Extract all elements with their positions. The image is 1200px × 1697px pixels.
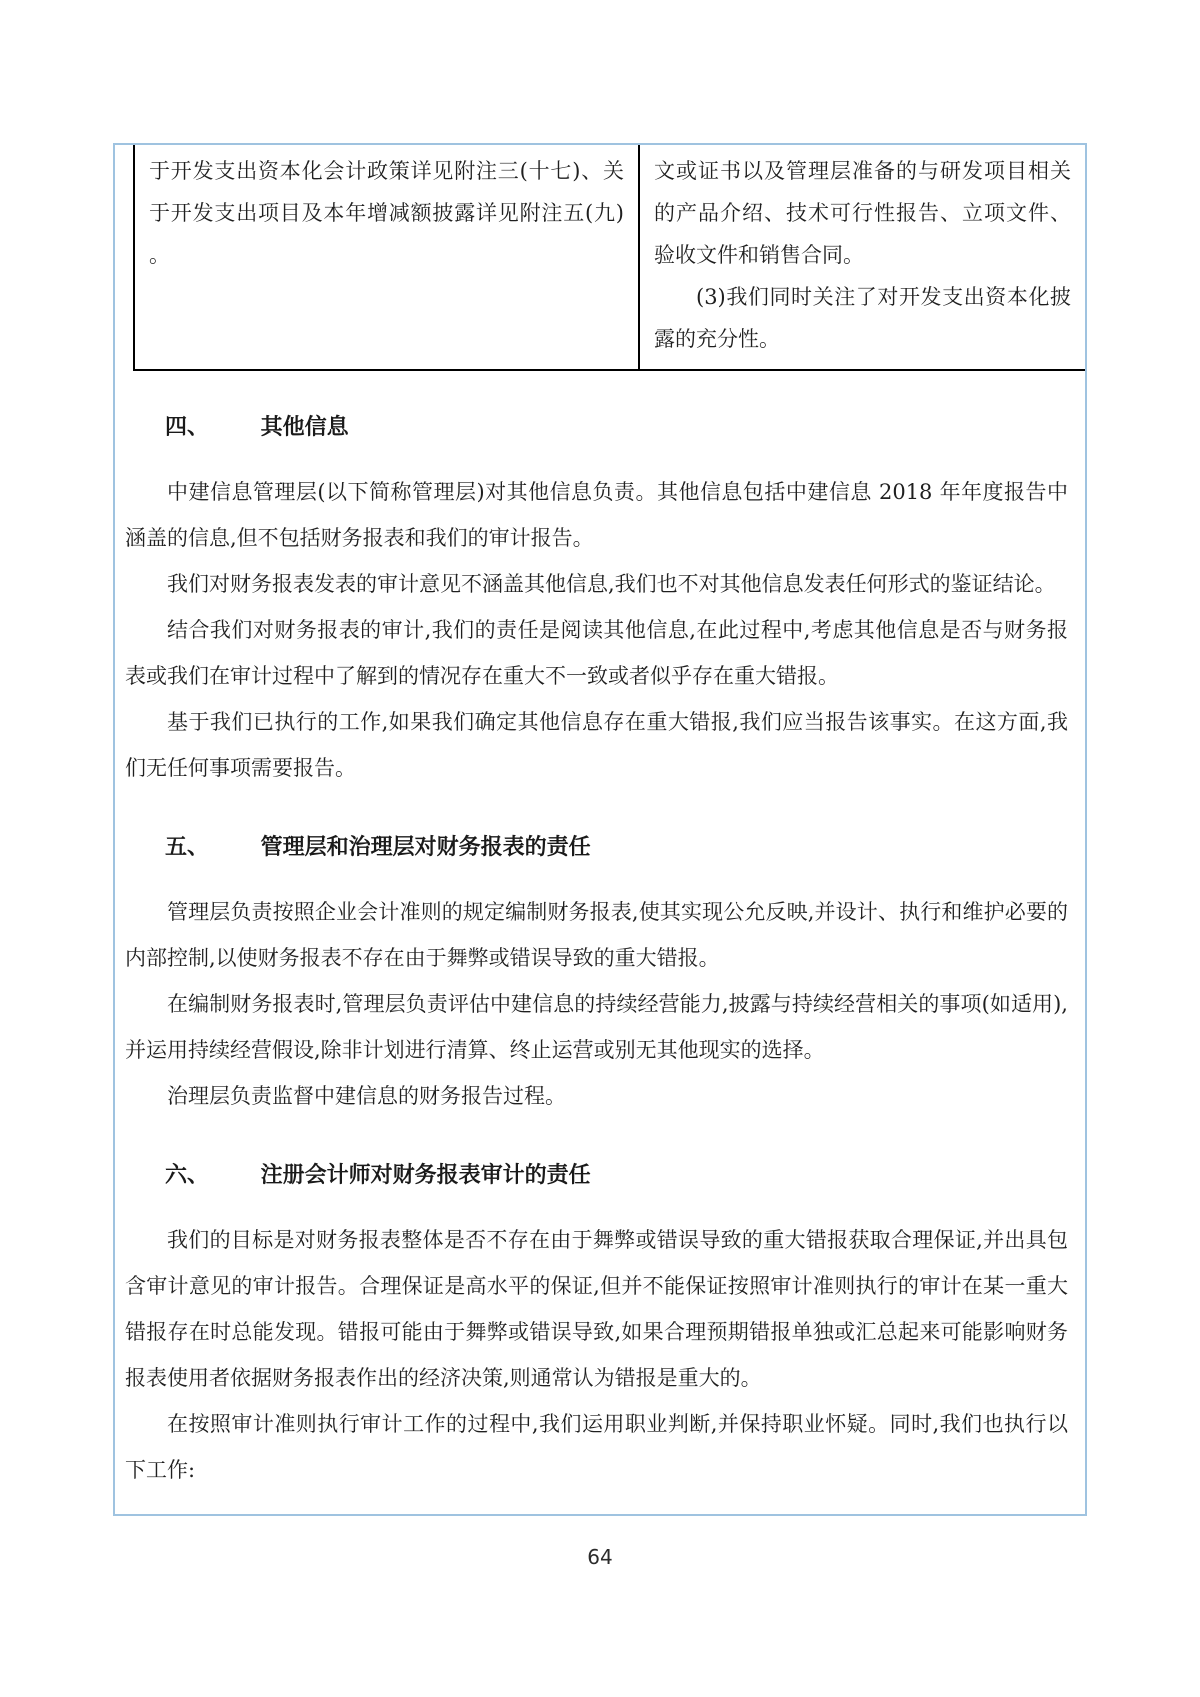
section-number: 五、	[165, 834, 210, 860]
paragraph: 治理层负责监督中建信息的财务报告过程。	[167, 1084, 566, 1108]
document-body	[115, 411, 1085, 1493]
paragraph: 在按照审计准则执行审计工作的过程中,我们运用职业判断,并保持职业怀疑。同时,我们也执行以下工作:	[125, 1412, 1068, 1482]
table-cell-matter-description	[134, 145, 639, 370]
paragraph: 管理层负责按照企业会计准则的规定编制财务报表,使其实现公允反映,并设计、执行和维护必要的内部控制,以使财务报表不存在由于舞弊或错误导致的重大错报。	[125, 900, 1068, 970]
page-number: 64	[587, 1545, 613, 1569]
paragraph: 基于我们已执行的工作,如果我们确定其他信息存在重大错报,我们应当报告该事实。在这方面,我们无任何事项需要报告。	[125, 710, 1068, 780]
section-heading	[165, 831, 1068, 863]
section-heading	[165, 411, 1068, 443]
paragraph: 在编制财务报表时,管理层负责评估中建信息的持续经营能力,披露与持续经营相关的事项(如适用),并运用持续经营假设,除非计划进行清算、终止运营或别无其他现实的选择。	[125, 992, 1068, 1062]
paragraph: 结合我们对财务报表的审计,我们的责任是阅读其他信息,在此过程中,考虑其他信息是否与财务报表或我们在审计过程中了解到的情况存在重大不一致或者似乎存在重大错报。	[125, 618, 1068, 688]
table-cell-text: 于开发支出资本化会计政策详见附注三(十七)、关于开发支出项目及本年增减额披露详见附注五(九) 。	[149, 159, 624, 267]
table-row	[134, 145, 1086, 370]
section-title: 管理层和治理层对财务报表的责任	[260, 834, 591, 860]
section-management-responsibility	[125, 831, 1068, 1119]
section-title: 其他信息	[260, 414, 349, 440]
paragraph: 我们对财务报表发表的审计意见不涵盖其他信息,我们也不对其他信息发表任何形式的鉴证结论。	[167, 572, 1056, 596]
section-number: 六、	[165, 1162, 210, 1188]
section-heading	[165, 1159, 1068, 1191]
section-auditor-responsibility	[125, 1159, 1068, 1493]
table-cell-audit-response	[639, 145, 1086, 370]
key-audit-matter-table	[133, 145, 1087, 371]
table-cell-text: (3)我们同时关注了对开发支出资本化披露的充分性。	[654, 285, 1071, 351]
table-cell-text: 文或证书以及管理层准备的与研发项目相关的产品介绍、技术可行性报告、立项文件、验收文件和销售合同。	[654, 159, 1071, 267]
page-border-frame	[113, 143, 1087, 1516]
paragraph: 中建信息管理层(以下简称管理层)对其他信息负责。其他信息包括中建信息 2018 年年度报告中涵盖的信息,但不包括财务报表和我们的审计报告。	[125, 480, 1068, 550]
section-other-information	[125, 411, 1068, 791]
section-title: 注册会计师对财务报表审计的责任	[260, 1162, 591, 1188]
section-number: 四、	[165, 414, 210, 440]
paragraph: 我们的目标是对财务报表整体是否不存在由于舞弊或错误导致的重大错报获取合理保证,并出具包含审计意见的审计报告。合理保证是高水平的保证,但并不能保证按照审计准则执行的审计在某一重大错报存在时总能发现。错报可能由于舞弊或错误导致,如果合理预期错报单独或汇总起来可能影响财务报表使用者依据财务报表作出的经济决策,则通常认为错报是重大的。	[125, 1228, 1068, 1390]
